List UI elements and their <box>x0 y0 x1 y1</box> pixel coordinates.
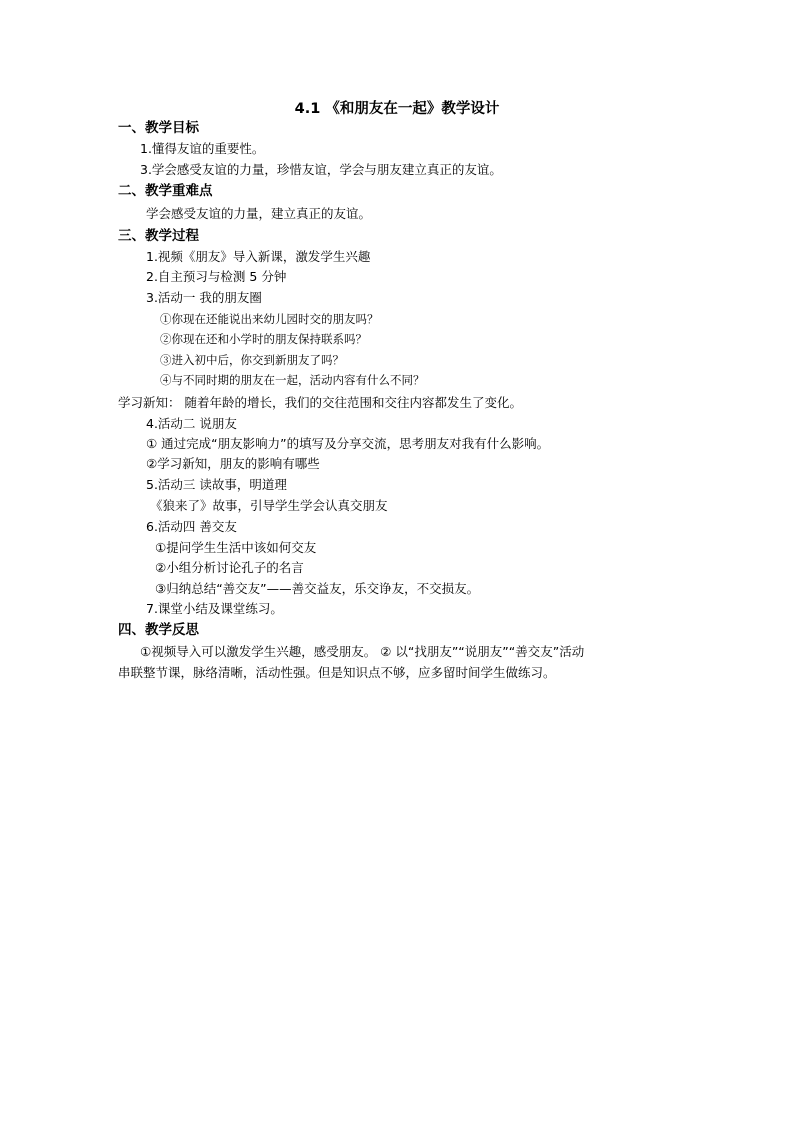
document-title: 4.1 《和朋友在一起》教学设计 <box>294 101 500 117</box>
reflection-text: ①视频导入可以激发学生兴趣，感受朋友。 ② 以“找朋友”“说朋友”“善交友”活动 <box>140 644 585 659</box>
activity-item: ①提问学生生活中该如何交友 <box>155 540 317 555</box>
new-knowledge-text: 学习新知： 随着年龄的增长，我们的交往范围和交往内容都发生了变化。 <box>118 395 522 410</box>
process-step: 7.课堂小结及课堂练习。 <box>146 601 283 616</box>
activity-question: ③进入初中后，你交到新朋友了吗？ <box>160 353 344 367</box>
activity-item: ③归纳总结“善交友”——善交益友，乐交诤友，不交损友。 <box>155 581 480 596</box>
process-step: 4.活动二 说朋友 <box>146 416 237 431</box>
process-step: 1.视频《朋友》导入新课，激发学生兴趣 <box>146 249 371 264</box>
process-step: 3.活动一 我的朋友圈 <box>146 290 262 305</box>
activity-question: ①你现在还能说出来幼儿园时交的朋友吗？ <box>160 312 379 326</box>
process-step: 6.活动四 善交友 <box>146 519 237 534</box>
goal-item: 3.学会感受友谊的力量，珍惜友谊，学会与朋友建立真正的友谊。 <box>140 162 502 177</box>
activity-item: ②学习新知，朋友的影响有哪些 <box>146 456 320 471</box>
process-step: 5.活动三 读故事，明道理 <box>146 477 287 492</box>
process-step: 2.自主预习与检测 5 分钟 <box>146 269 287 284</box>
section-process-heading: 三、教学过程 <box>118 228 199 244</box>
activity-item: ②小组分析讨论孔子的名言 <box>155 560 304 575</box>
section-reflection-heading: 四、教学反思 <box>118 622 199 638</box>
section-key-points-heading: 二、教学重难点 <box>118 183 213 199</box>
activity-item: ① 通过完成“朋友影响力”的填写及分享交流，思考朋友对我有什么影响。 <box>146 436 550 451</box>
goal-item: 1.懂得友谊的重要性。 <box>140 141 265 156</box>
section-goals-heading: 一、教学目标 <box>118 120 199 136</box>
activity-question: ④与不同时期的朋友在一起，活动内容有什么不同？ <box>160 373 425 387</box>
reflection-text: 串联整节课，脉络清晰，活动性强。但是知识点不够，应多留时间学生做练习。 <box>118 665 556 680</box>
key-points-text: 学会感受友谊的力量，建立真正的友谊。 <box>146 206 372 221</box>
activity-question: ②你现在还和小学时的朋友保持联系吗？ <box>160 332 367 346</box>
activity-item: 《狼来了》故事，引导学生学会认真交朋友 <box>150 498 388 513</box>
